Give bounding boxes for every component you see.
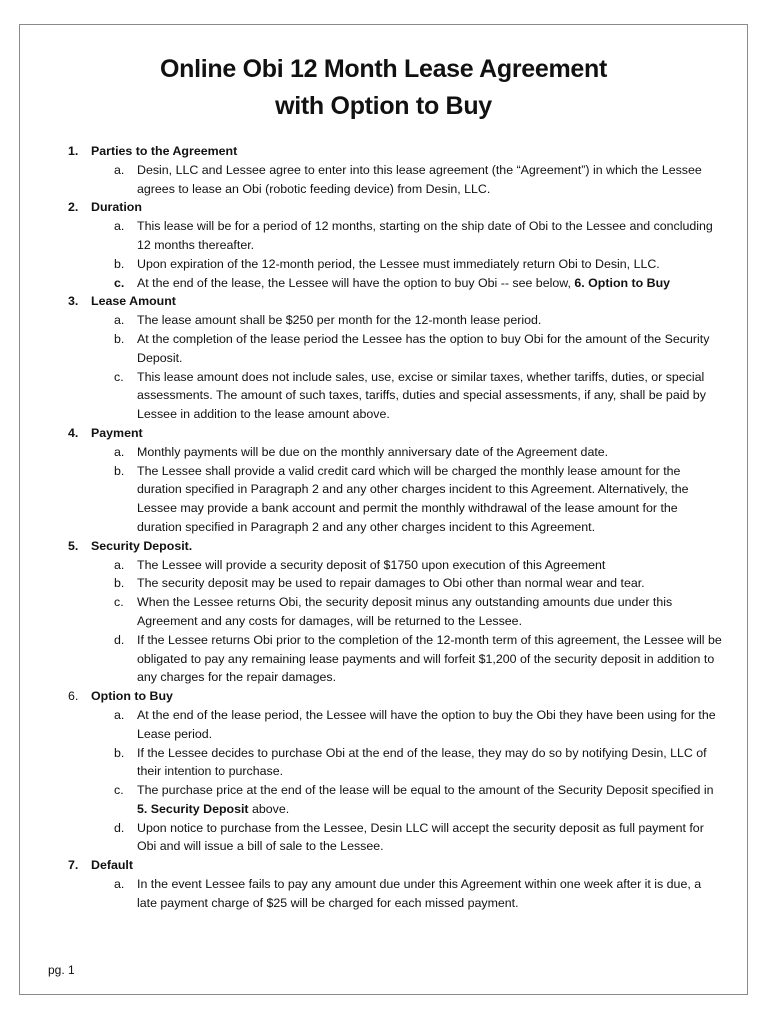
clause-letter: d. bbox=[114, 820, 125, 835]
clause-letter: b. bbox=[114, 256, 125, 271]
section-title: Lease Amount bbox=[91, 294, 176, 309]
clause-letter: c. bbox=[114, 369, 124, 384]
section-number: 6. bbox=[68, 689, 79, 704]
clause-item bbox=[68, 744, 724, 782]
clause-letter: c. bbox=[114, 783, 124, 798]
clause-item bbox=[68, 574, 724, 593]
clause-text: At the completion of the lease period the Lessee has the option to buy Obi for the amount of the Security Deposit. bbox=[137, 331, 710, 365]
clause-item bbox=[68, 443, 724, 462]
clause-item bbox=[68, 706, 724, 744]
clause-letter: c. bbox=[114, 595, 124, 610]
section-number: 7. bbox=[68, 858, 79, 873]
section-title: Default bbox=[91, 858, 133, 873]
clause-text: If the Lessee returns Obi prior to the completion of the 12-month term of this agreement, the Lessee will be obligated to pay any remaining lease payments and will forfeit $1,200 of the security deposit in addition to any charges for the repair damages. bbox=[137, 632, 722, 685]
title-line-2: with Option to Buy bbox=[275, 92, 492, 120]
clause-item bbox=[68, 217, 724, 255]
clause-item bbox=[68, 781, 724, 819]
clause-letter: a. bbox=[114, 877, 125, 892]
clause-letter: a. bbox=[114, 162, 125, 177]
agreement-body bbox=[68, 142, 724, 913]
clause-item bbox=[68, 255, 724, 274]
clause-item bbox=[68, 631, 724, 687]
document-page bbox=[19, 24, 748, 995]
clause-text: This lease amount does not include sales, use, excise or similar taxes, whether tariffs, duties, or special assessments. The amount of such taxes, tariffs, duties and special assessments, if any, shall be paid by Lessee in addition to the lease amount above. bbox=[137, 369, 706, 422]
section-number: 2. bbox=[68, 200, 79, 215]
section-2 bbox=[68, 198, 724, 217]
clause-item bbox=[68, 593, 724, 631]
section-title: Security Deposit. bbox=[91, 538, 193, 553]
clause-letter: a. bbox=[114, 219, 125, 234]
clause-text: At the end of the lease, the Lessee will have the option to buy Obi -- see below, bbox=[137, 275, 575, 290]
clause-letter: a. bbox=[114, 313, 125, 328]
clause-item bbox=[68, 819, 724, 857]
section-number: 1. bbox=[68, 144, 79, 158]
clause-letter: b. bbox=[114, 576, 125, 591]
clause-letter: c. bbox=[114, 275, 125, 290]
clause-text: Monthly payments will be due on the monthly anniversary date of the Agreement date. bbox=[137, 444, 609, 459]
clause-item bbox=[68, 161, 724, 199]
clause-text: The lease amount shall be $250 per month for the 12-month lease period. bbox=[137, 313, 542, 328]
document-title bbox=[20, 51, 747, 125]
section-1 bbox=[68, 142, 724, 161]
section-number: 4. bbox=[68, 425, 79, 440]
clause-item bbox=[68, 274, 724, 293]
clause-letter: b. bbox=[114, 331, 125, 346]
clause-text: The Lessee shall provide a valid credit card which will be charged the monthly lease amount for the duration specified in Paragraph 2 and any other charges incident to this Agreement. Alternatively, the Lessee may provide a bank account and permit the monthly withdrawal of the lease amount for the duration specified in Paragraph 2 and any other charges incident to this Agreement. bbox=[137, 463, 689, 534]
clause-text: When the Lessee returns Obi, the security deposit minus any outstanding amounts due under this Agreement and any costs for damages, will be returned to the Lessee. bbox=[137, 595, 673, 628]
clause-letter: a. bbox=[114, 707, 125, 722]
clause-reference: 5. Security Deposit bbox=[137, 801, 249, 816]
section-5 bbox=[68, 537, 724, 556]
clause-text-tail: above. bbox=[248, 801, 290, 816]
clause-item bbox=[68, 875, 724, 913]
clause-item bbox=[68, 330, 724, 368]
clause-letter: b. bbox=[114, 745, 125, 760]
section-number: 5. bbox=[68, 538, 79, 553]
section-title: Parties to the Agreement bbox=[91, 144, 238, 158]
clause-letter: a. bbox=[114, 557, 125, 572]
clause-text: In the event Lessee fails to pay any amount due under this Agreement within one week after it is due, a late payment charge of $25 will be charged for each missed payment. bbox=[137, 877, 702, 910]
clause-item bbox=[68, 556, 724, 575]
clause-letter: d. bbox=[114, 632, 125, 647]
section-title: Duration bbox=[91, 200, 142, 215]
clause-text: Desin, LLC and Lessee agree to enter into this lease agreement (the “Agreement”) in which the Lessee agrees to lease an Obi (robotic feeding device) from Desin, LLC. bbox=[137, 162, 702, 196]
clause-text: The purchase price at the end of the lease will be equal to the amount of the Security Deposit specified in bbox=[137, 783, 714, 798]
section-6 bbox=[68, 687, 724, 706]
clause-text: At the end of the lease period, the Lessee will have the option to buy the Obi they have been using for the Lease period. bbox=[137, 707, 716, 741]
clause-letter: b. bbox=[114, 463, 125, 478]
clause-text: The Lessee will provide a security deposit of $1750 upon execution of this Agreement bbox=[137, 557, 606, 572]
clause-text: Upon expiration of the 12-month period, the Lessee must immediately return Obi to Desin, LLC. bbox=[137, 256, 660, 271]
clause-text: This lease will be for a period of 12 months, starting on the ship date of Obi to the Lessee and concluding 12 months thereafter. bbox=[137, 219, 713, 252]
title-line-1: Online Obi 12 Month Lease Agreement bbox=[160, 55, 607, 83]
clause-letter: a. bbox=[114, 444, 125, 459]
clause-item bbox=[68, 368, 724, 424]
section-title: Option to Buy bbox=[91, 689, 173, 704]
clause-text: The security deposit may be used to repair damages to Obi other than normal wear and tear. bbox=[137, 576, 645, 591]
section-3 bbox=[68, 292, 724, 311]
page-number: pg. 1 bbox=[48, 963, 75, 977]
section-7 bbox=[68, 856, 724, 875]
clause-item bbox=[68, 462, 724, 537]
clause-text: If the Lessee decides to purchase Obi at the end of the lease, they may do so by notifying Desin, LLC of their intention to purchase. bbox=[137, 745, 707, 779]
section-4 bbox=[68, 424, 724, 443]
clause-item bbox=[68, 311, 724, 330]
clause-reference: 6. Option to Buy bbox=[574, 275, 671, 290]
section-title: Payment bbox=[91, 425, 143, 440]
section-number: 3. bbox=[68, 294, 79, 309]
clause-text: Upon notice to purchase from the Lessee, Desin LLC will accept the security deposit as full payment for Obi and will issue a bill of sale to the Lessee. bbox=[137, 820, 704, 854]
